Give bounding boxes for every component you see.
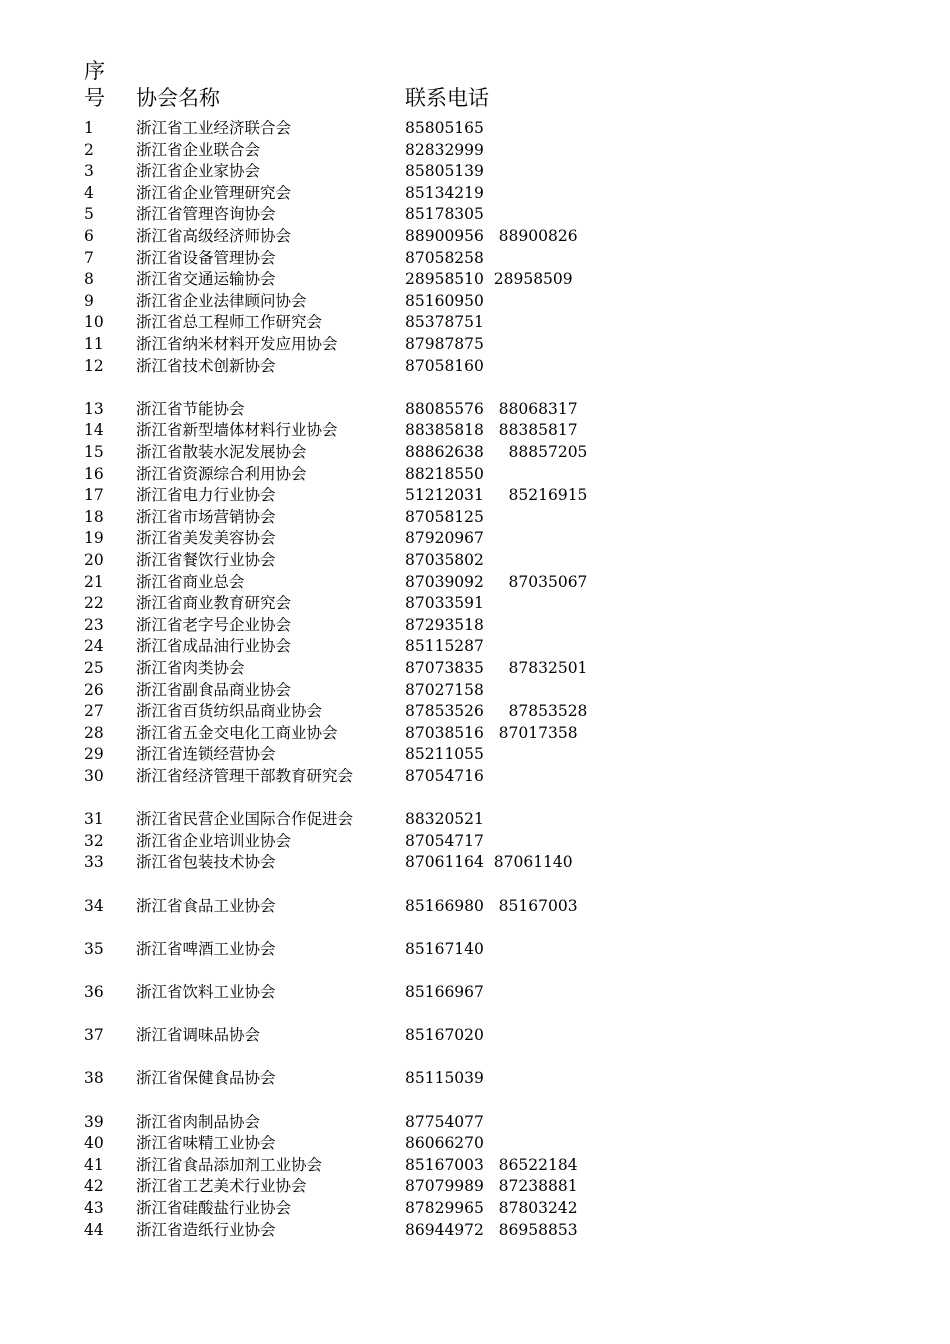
row-number: 43: [84, 1199, 104, 1217]
contact-phone: 87027158: [405, 680, 484, 699]
row-number: 25: [84, 659, 104, 677]
contact-phone: 85805139: [405, 162, 484, 181]
row-number: 38: [84, 1069, 104, 1088]
association-name: 浙江省成品油行业协会: [136, 637, 292, 656]
association-name: 浙江省百货纺织品商业协会: [136, 702, 323, 721]
contact-phone: 87073835 87832501: [405, 659, 588, 677]
row-number: 12: [84, 356, 104, 375]
association-name: 浙江省保健食品协会: [136, 1069, 276, 1088]
association-name: 浙江省工业经济联合会: [136, 119, 292, 137]
association-name: 浙江省五金交电化工商业协会: [136, 723, 338, 742]
association-name: 浙江省肉类协会: [136, 659, 245, 677]
header-number-line1: 序: [84, 59, 105, 83]
row-number: 39: [84, 1112, 104, 1131]
association-name: 浙江省技术创新协会: [136, 356, 276, 375]
row-number: 29: [84, 745, 104, 764]
association-name: 浙江省工艺美术行业协会: [136, 1177, 307, 1196]
row-number: 42: [84, 1177, 104, 1196]
contact-phone: 87853526 87853528: [405, 702, 588, 721]
association-name: 浙江省商业教育研究会: [136, 594, 292, 613]
association-name: 浙江省总工程师工作研究会: [136, 313, 323, 332]
association-name: 浙江省商业总会: [136, 572, 245, 591]
association-name: 浙江省连锁经营协会: [136, 745, 276, 764]
contact-phone: 87058125: [405, 507, 484, 526]
row-number: 40: [84, 1134, 104, 1153]
contact-phone: 85115287: [405, 637, 484, 656]
row-number: 27: [84, 702, 104, 721]
row-number: 2: [84, 140, 94, 159]
contact-phone: 87054716: [405, 767, 484, 785]
association-name: 浙江省电力行业协会: [136, 486, 276, 505]
row-number: 34: [84, 896, 104, 915]
association-name: 浙江省包装技术协会: [136, 853, 276, 872]
association-name: 浙江省硅酸盐行业协会: [136, 1199, 292, 1217]
association-name: 浙江省企业法律顾问协会: [136, 291, 307, 310]
contact-phone: 85211055: [405, 745, 484, 764]
row-number: 41: [84, 1155, 104, 1174]
association-name: 浙江省资源综合利用协会: [136, 464, 307, 483]
association-name: 浙江省啤酒工业协会: [136, 939, 276, 958]
contact-phone: 51212031 85216915: [405, 486, 588, 505]
association-name: 浙江省老字号企业协会: [136, 615, 292, 634]
row-number: 5: [84, 205, 94, 224]
row-number: 44: [84, 1220, 104, 1239]
association-name: 浙江省食品添加剂工业协会: [136, 1155, 323, 1174]
row-number: 19: [84, 529, 104, 548]
row-number: 31: [84, 810, 104, 829]
contact-phone: 87920967: [405, 529, 484, 548]
contact-phone: 87038516 87017358: [405, 723, 578, 742]
contact-phone: 85178305: [405, 205, 484, 224]
contact-phone: 87293518: [405, 615, 484, 634]
contact-phone: 85167140: [405, 939, 484, 958]
association-name: 浙江省新型墙体材料行业协会: [136, 421, 338, 440]
row-number: 14: [84, 421, 104, 440]
association-name: 浙江省企业管理研究会: [136, 183, 292, 202]
association-name: 浙江省味精工业协会: [136, 1134, 276, 1153]
association-name: 浙江省造纸行业协会: [136, 1220, 276, 1239]
contact-phone: 88862638 88857205: [405, 443, 588, 461]
contact-phone: 87754077: [405, 1112, 484, 1131]
header-number-line2: 号: [84, 86, 105, 110]
contact-phone: 87079989 87238881: [405, 1177, 578, 1196]
row-number: 1: [84, 119, 94, 137]
row-number: 10: [84, 313, 104, 332]
contact-phone: 85167020: [405, 1026, 484, 1045]
association-name: 浙江省肉制品协会: [136, 1112, 261, 1131]
row-number: 33: [84, 853, 104, 872]
contact-phone: 85115039: [405, 1069, 484, 1088]
contact-phone: 85134219: [405, 183, 484, 202]
contact-phone: 87033591: [405, 594, 484, 613]
row-number: 6: [84, 227, 94, 245]
row-number: 37: [84, 1026, 104, 1045]
contact-phone: 85166967: [405, 983, 484, 1001]
association-name: 浙江省节能协会: [136, 399, 245, 418]
row-number: 23: [84, 615, 104, 634]
contact-phone: 87058160: [405, 356, 484, 375]
row-number: 11: [84, 335, 104, 353]
association-name: 浙江省设备管理协会: [136, 248, 276, 267]
association-name: 浙江省副食品商业协会: [136, 680, 292, 699]
row-number: 13: [84, 399, 104, 418]
contact-phone: 88320521: [405, 810, 484, 829]
association-name: 浙江省管理咨询协会: [136, 205, 276, 224]
contact-phone: 85378751: [405, 313, 484, 332]
contact-phone: 28958510 28958509: [405, 270, 573, 289]
association-name: 浙江省美发美容协会: [136, 529, 276, 548]
row-number: 20: [84, 551, 104, 569]
association-name: 浙江省企业培训业协会: [136, 831, 292, 850]
row-number: 16: [84, 464, 104, 483]
contact-phone: 86944972 86958853: [405, 1220, 578, 1239]
association-name: 浙江省饮料工业协会: [136, 983, 276, 1001]
header-association-name: 协会名称: [136, 86, 220, 110]
contact-phone: 87987875: [405, 335, 484, 353]
row-number: 15: [84, 443, 104, 461]
association-name: 浙江省纳米材料开发应用协会: [136, 335, 338, 353]
contact-phone: 87058258: [405, 248, 484, 267]
contact-phone: 88218550: [405, 464, 484, 483]
association-name: 浙江省散装水泥发展协会: [136, 443, 307, 461]
contact-phone: 88085576 88068317: [405, 399, 578, 418]
row-number: 9: [84, 291, 94, 310]
contact-phone: 87829965 87803242: [405, 1199, 578, 1217]
row-number: 7: [84, 248, 94, 267]
header-contact-phone: 联系电话: [405, 86, 489, 110]
contact-phone: 87035802: [405, 551, 484, 569]
association-name: 浙江省企业联合会: [136, 140, 261, 159]
row-number: 3: [84, 162, 94, 181]
row-number: 18: [84, 507, 104, 526]
contact-phone: 85167003 86522184: [405, 1155, 578, 1174]
association-name: 浙江省市场营销协会: [136, 507, 276, 526]
row-number: 28: [84, 723, 104, 742]
contact-phone: 88385818 88385817: [405, 421, 578, 440]
row-number: 36: [84, 983, 104, 1001]
contact-phone: 87061164 87061140: [405, 853, 573, 872]
association-name: 浙江省食品工业协会: [136, 896, 276, 915]
row-number: 35: [84, 939, 104, 958]
row-number: 4: [84, 183, 94, 202]
contact-phone: 87054717: [405, 831, 484, 850]
contact-phone: 82832999: [405, 140, 484, 159]
row-number: 21: [84, 572, 104, 591]
row-number: 24: [84, 637, 104, 656]
contact-phone: 86066270: [405, 1134, 484, 1153]
row-number: 32: [84, 831, 104, 850]
row-number: 8: [84, 270, 94, 289]
row-number: 17: [84, 486, 104, 505]
association-name: 浙江省民营企业国际合作促进会: [136, 810, 354, 829]
row-number: 30: [84, 767, 104, 785]
contact-phone: 88900956 88900826: [405, 227, 578, 245]
row-number: 22: [84, 594, 104, 613]
association-name: 浙江省交通运输协会: [136, 270, 276, 289]
contact-phone: 85166980 85167003: [405, 896, 578, 915]
association-name: 浙江省餐饮行业协会: [136, 551, 276, 569]
association-name: 浙江省高级经济师协会: [136, 227, 292, 245]
row-number: 26: [84, 680, 104, 699]
contact-phone: 87039092 87035067: [405, 572, 588, 591]
association-name: 浙江省企业家协会: [136, 162, 261, 181]
contact-phone: 85160950: [405, 291, 484, 310]
association-name: 浙江省调味品协会: [136, 1026, 261, 1045]
contact-phone: 85805165: [405, 119, 484, 137]
association-name: 浙江省经济管理干部教育研究会: [136, 767, 354, 785]
